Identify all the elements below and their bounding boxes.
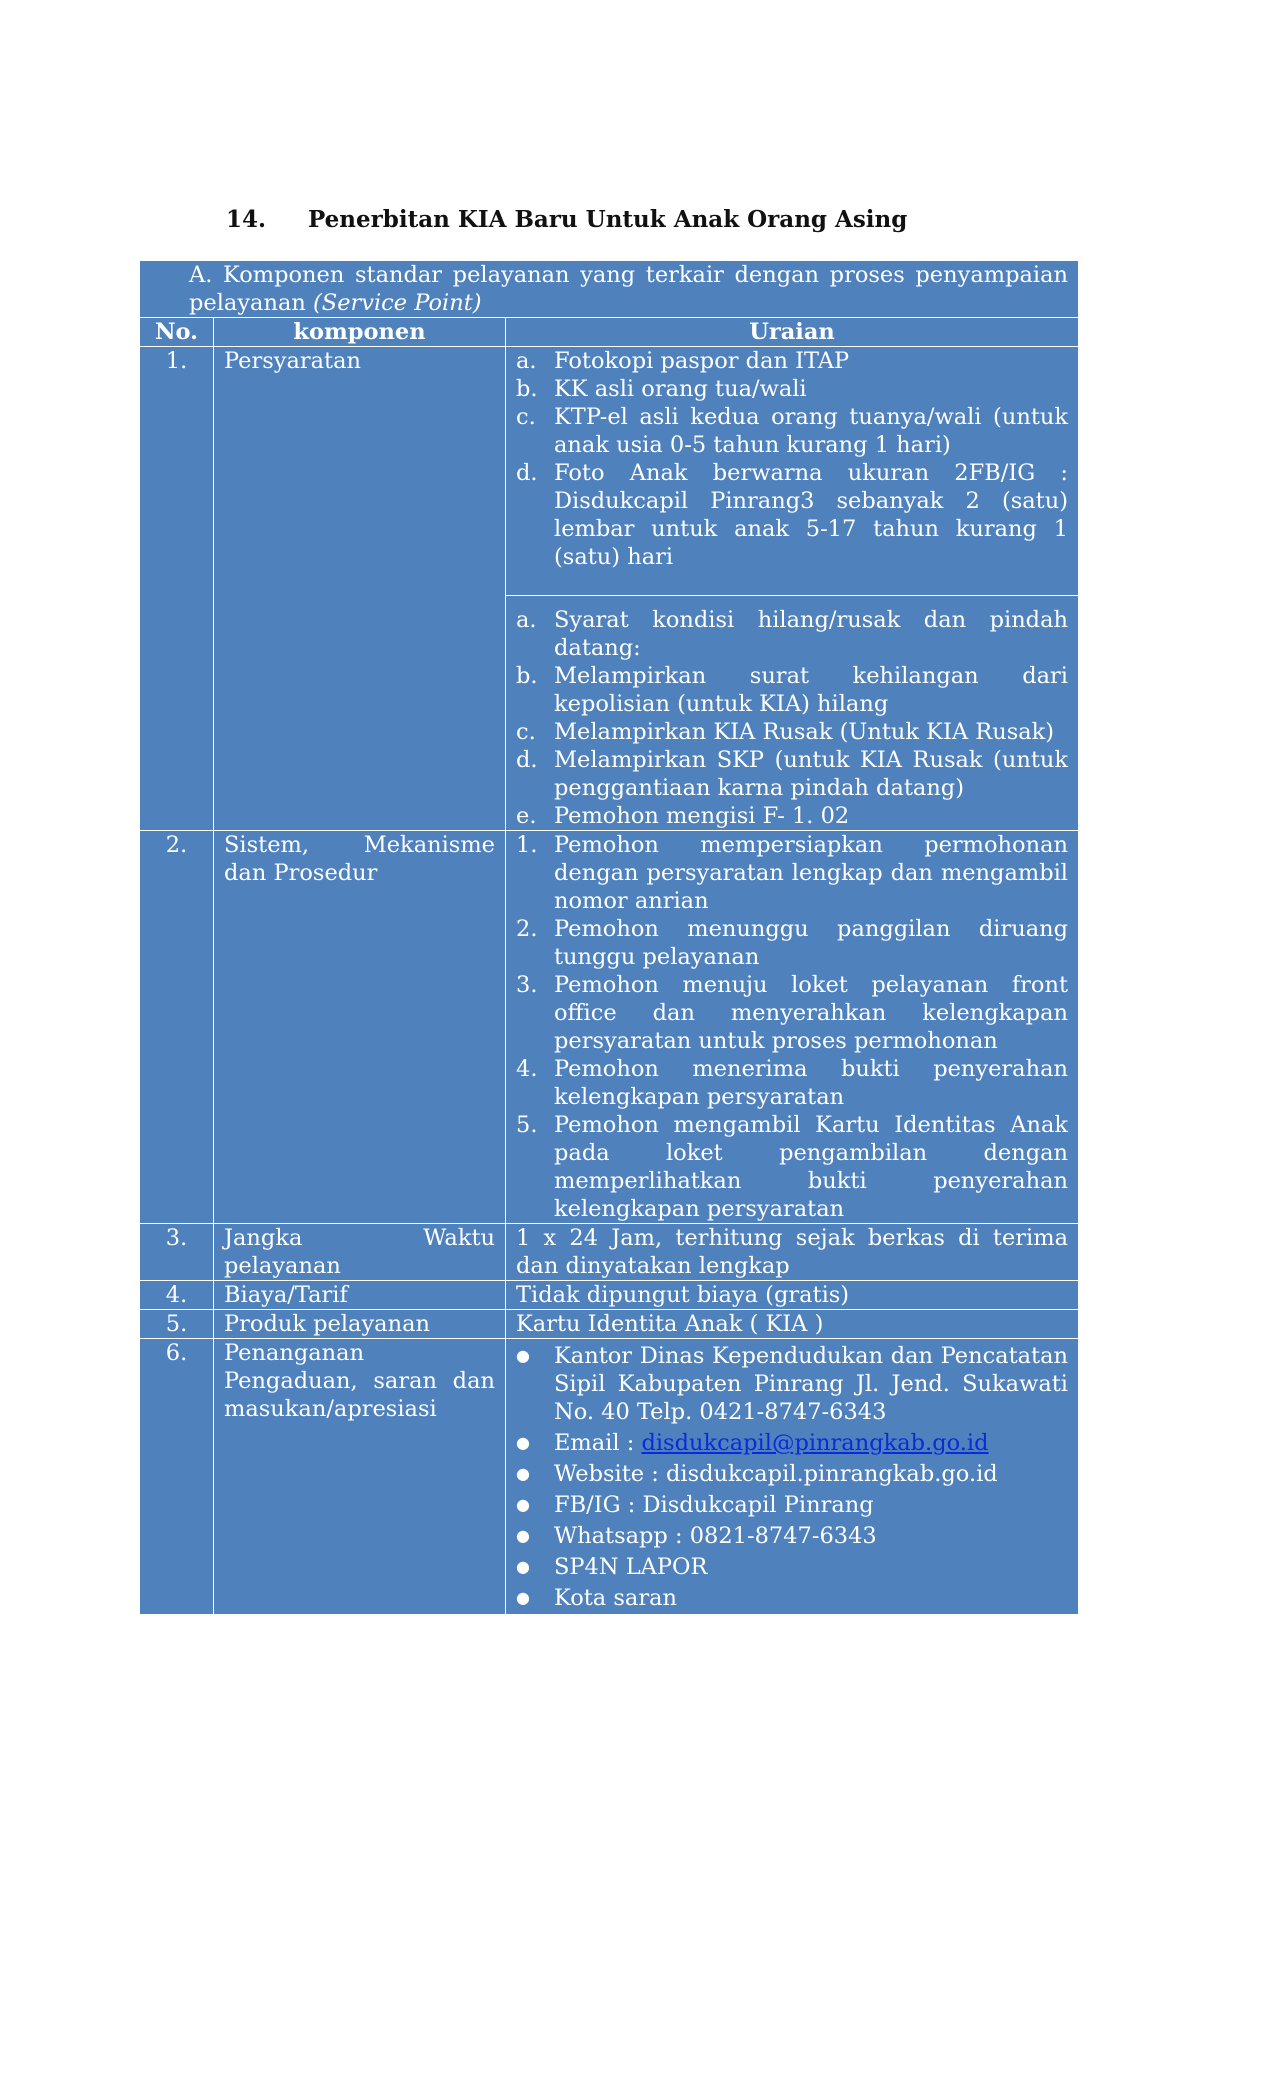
section-text: A. Komponen standar pelayanan yang terkair dengan proses penyampaian pelayanan xyxy=(189,262,1068,316)
row-komponen: Jangka Waktu pelayanan xyxy=(214,1224,506,1281)
heading-title: Penerbitan KIA Baru Untuk Anak Orang Asing xyxy=(308,206,908,233)
row-uraian: 1 x 24 Jam, terhitung sejak berkas di terima dan dinyatakan lengkap xyxy=(506,1224,1079,1281)
contact-list xyxy=(516,1339,1068,1612)
row-uraian: Kartu Identita Anak ( KIA ) xyxy=(506,1310,1079,1339)
list-item: a. Fotokopi paspor dan ITAP xyxy=(516,348,850,374)
row-komponen: Sistem, Mekanisme dan Prosedur xyxy=(214,831,506,1224)
list-item: a. Syarat kondisi hilang/rusak dan pindah datang: xyxy=(516,607,1068,661)
page-heading xyxy=(226,206,907,233)
row-komponen: Biaya/Tarif xyxy=(214,1281,506,1310)
list-item: ● Whatsapp : 0821-8747-6343 xyxy=(516,1523,877,1549)
header-row xyxy=(140,318,1079,347)
list-item: ● FB/IG : Disdukcapil Pinrang xyxy=(516,1492,874,1518)
row-uraian xyxy=(506,1339,1079,1615)
row-number: 1. xyxy=(140,347,214,831)
row-number: 5. xyxy=(140,1310,214,1339)
row-komponen: Produk pelayanan xyxy=(214,1310,506,1339)
table-row xyxy=(140,1281,1079,1310)
requirement-list xyxy=(516,347,1068,571)
bullet-icon: ● xyxy=(516,1346,530,1365)
bullet-icon: ● xyxy=(516,1557,530,1576)
list-item: ● Website : disdukcapil.pinrangkab.go.id xyxy=(516,1461,998,1487)
row-uraian xyxy=(506,347,1079,596)
list-item: ● SP4N LAPOR xyxy=(516,1554,708,1580)
bullet-icon: ● xyxy=(516,1464,530,1483)
header-uraian: Uraian xyxy=(506,318,1079,347)
row-komponen: Penanganan Pengaduan, saran dan masukan/apresiasi xyxy=(214,1339,506,1615)
list-item: ● Kota saran xyxy=(516,1585,677,1611)
list-item: c. Melampirkan KIA Rusak (Untuk KIA Rusak) xyxy=(516,719,1055,745)
row-uraian: Tidak dipungut biaya (gratis) xyxy=(506,1281,1079,1310)
section-title xyxy=(140,261,1079,318)
condition-list xyxy=(516,606,1068,830)
bullet-icon: ● xyxy=(516,1588,530,1607)
row-uraian xyxy=(506,596,1079,831)
table-row xyxy=(140,1310,1079,1339)
row-number: 3. xyxy=(140,1224,214,1281)
table-row xyxy=(140,1224,1079,1281)
list-item: 2. Pemohon menunggu panggilan diruang tunggu pelayanan xyxy=(516,916,1068,970)
bullet-icon: ● xyxy=(516,1433,530,1452)
list-item: ● Email : disdukcapil@pinrangkab.go.id xyxy=(516,1430,989,1456)
table-row xyxy=(140,831,1079,1224)
table-row xyxy=(140,347,1079,596)
list-item: 5. Pemohon mengambil Kartu Identitas Anak pada loket pengambilan dengan memperlihatkan bukti penyerahan kelengkapan persyaratan xyxy=(516,1112,1068,1222)
bullet-icon: ● xyxy=(516,1495,530,1514)
service-standard-table xyxy=(139,260,1079,1615)
list-item: b. KK asli orang tua/wali xyxy=(516,376,807,402)
row-number: 6. xyxy=(140,1339,214,1615)
section-row xyxy=(140,261,1079,318)
list-item: d. Melampirkan SKP (untuk KIA Rusak (untuk penggantiaan karna pindah datang) xyxy=(516,747,1068,801)
row-uraian xyxy=(506,831,1079,1224)
list-item: e. Pemohon mengisi F- 1. 02 xyxy=(516,803,850,829)
row-number: 4. xyxy=(140,1281,214,1310)
list-item: ● Kantor Dinas Kependudukan dan Pencatatan Sipil Kabupaten Pinrang Jl. Jend. Sukawati No. 40 Telp. 0421-8747-6343 xyxy=(516,1343,1068,1425)
header-no: No. xyxy=(140,318,214,347)
list-item: c. KTP-el asli kedua orang tuanya/wali (untuk anak usia 0-5 tahun kurang 1 hari) xyxy=(516,404,1068,458)
header-komponen: komponen xyxy=(214,318,506,347)
list-item: d. Foto Anak berwarna ukuran 2FB/IG : Disdukcapil Pinrang3 sebanyak 2 (satu) lembar untuk anak 5-17 tahun kurang 1 (satu) hari xyxy=(516,460,1068,570)
section-italic: (Service Point) xyxy=(313,290,482,316)
list-item: 1. Pemohon mempersiapkan permohonan dengan persyaratan lengkap dan mengambil nomor anrian xyxy=(516,832,1068,914)
bullet-icon: ● xyxy=(516,1526,530,1545)
row-number: 2. xyxy=(140,831,214,1224)
list-item: b. Melampirkan surat kehilangan dari kepolisian (untuk KIA) hilang xyxy=(516,663,1068,717)
row-komponen: Persyaratan xyxy=(214,347,506,831)
table-row xyxy=(140,1339,1079,1615)
procedure-list xyxy=(516,831,1068,1223)
email-link[interactable]: disdukcapil@pinrangkab.go.id xyxy=(641,1430,989,1456)
list-item: 3. Pemohon menuju loket pelayanan front office dan menyerahkan kelengkapan persyaratan untuk proses permohonan xyxy=(516,972,1068,1054)
heading-number: 14. xyxy=(226,206,267,233)
list-item: 4. Pemohon menerima bukti penyerahan kelengkapan persyaratan xyxy=(516,1056,1068,1110)
